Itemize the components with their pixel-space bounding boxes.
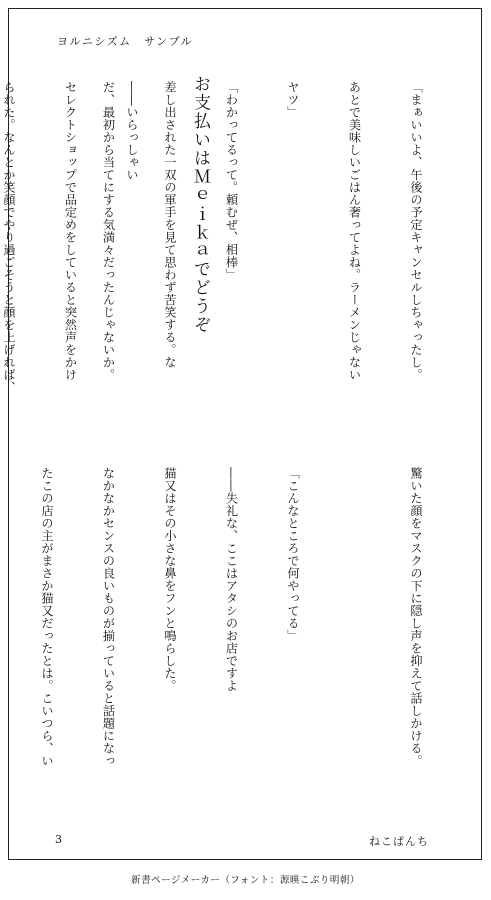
chapter-title: お支払いはＭｅｉｋａでどうぞ	[190, 75, 210, 334]
text-line: 「わかってるって。頼むぜ、相棒」	[224, 81, 239, 281]
book-page	[2, 8, 482, 860]
text-line: られた。なんとか笑顔でやり過ごそうと顔を上げれば、	[2, 81, 16, 394]
text-line: ――いらっしゃい	[125, 81, 139, 181]
text-line: あとで美味しいごはん奢ってよね。ラーメンじゃない	[347, 81, 362, 381]
chapter-opening-text	[0, 81, 183, 421]
page-number: 3	[55, 833, 62, 846]
text-line: 「まぁいいよ、午後の予定キャンセルしちゃったし。	[409, 81, 423, 381]
text-line: ――失礼な、ここはアタシのお店ですよ	[224, 467, 239, 692]
text-line: ヤツ」	[286, 81, 300, 119]
text-line	[344, 467, 365, 812]
running-title: ヨルニシズム サンプル	[57, 35, 194, 48]
app-credit: 新書ページメーカー（フォント：源暎こぶり明朝）	[131, 875, 360, 886]
author-name: ねこぱんち	[369, 835, 429, 848]
text-line: 差し出された一双の軍手を見て思わず苦笑する。な	[163, 81, 177, 369]
text-line: 驚いた顔をマスクの下に隠し声を抑えて話しかける。	[409, 467, 423, 767]
text-line: セレクトショップで品定めをしていると突然声をかけ	[63, 81, 78, 381]
text-line: だ、最初から当てにする気満々だったんじゃないか。	[101, 81, 116, 381]
text-line: 「こんなところで何やってる」	[286, 467, 300, 642]
text-line: なかなかセンスの良いものが揃っていると話題になっ	[101, 467, 116, 767]
text-line: 猫又はその小さな鼻をフンと鳴らした。	[163, 467, 177, 692]
text-line: たこの店の主がまさか猫又だったとは。こいつら、い	[40, 467, 54, 767]
bottom-section-text	[0, 467, 467, 812]
